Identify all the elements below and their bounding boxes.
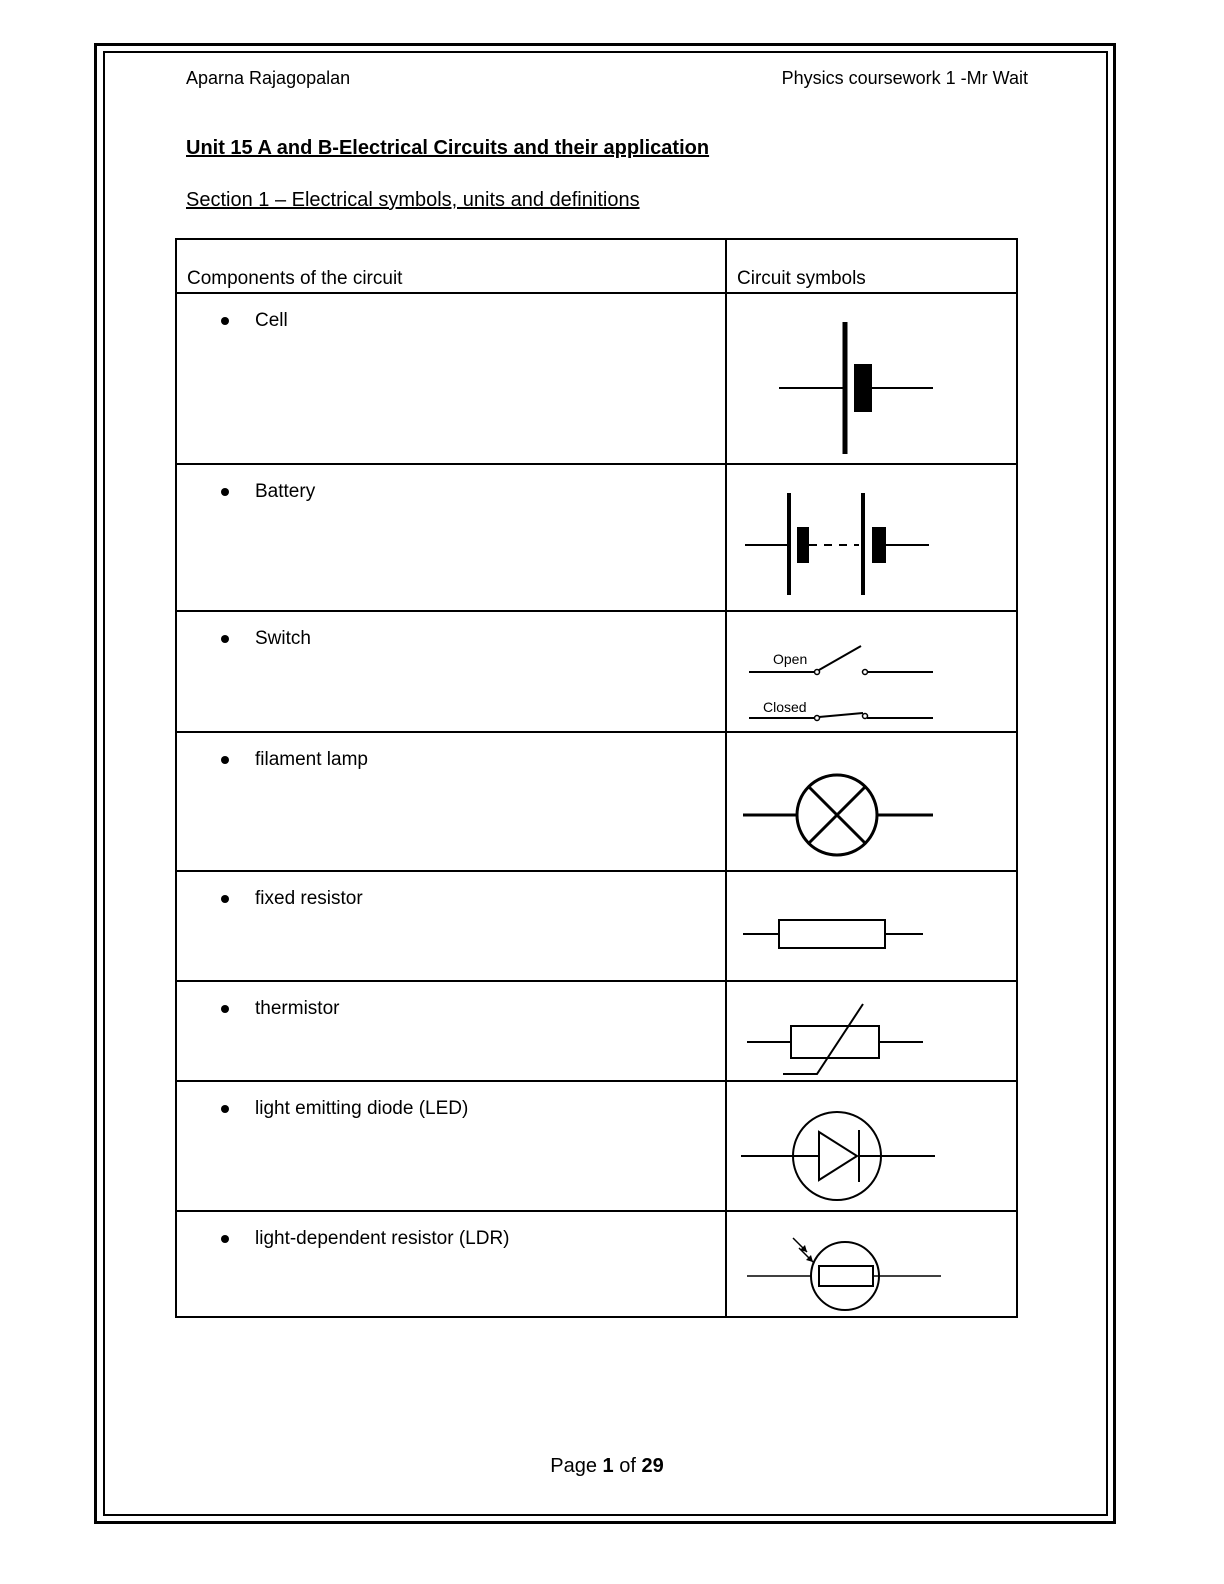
resistor-symbol [727,872,1015,978]
table-row [176,981,1017,1081]
page-word: Page [550,1455,597,1477]
switch-symbol [727,612,1015,730]
component-label: filament lamp [255,749,368,770]
component-label: Switch [255,628,311,649]
component-label: Cell [255,310,288,331]
component-label: light-dependent resistor (LDR) [255,1228,510,1249]
table-row [176,871,1017,981]
bullet-icon [221,317,229,325]
bullet-icon [221,488,229,496]
header-author: Aparna Rajagopalan [186,68,351,88]
page-total: 29 [641,1455,664,1477]
component-label: Battery [255,481,316,502]
component-label: light emitting diode (LED) [255,1098,469,1119]
components-table [175,238,1018,1318]
bullet-icon [221,895,229,903]
bullet-icon [221,1235,229,1243]
switch-open-label: Open [773,651,808,667]
table-row [176,1081,1017,1211]
switch-closed-label: Closed [763,699,807,715]
of-word: of [619,1455,636,1477]
cell-symbol [727,294,1015,462]
bullet-icon [221,635,229,643]
battery-symbol [727,465,1015,609]
component-label: thermistor [255,998,340,1019]
ldr-symbol [727,1212,1015,1315]
header-symbols: Circuit symbols [726,239,1017,293]
header-components: Components of the circuit [176,239,726,293]
table-row [176,1211,1017,1317]
bullet-icon [221,756,229,764]
lamp-symbol [727,733,1015,869]
section-heading: Section 1 – Electrical symbols, units and definitions [186,189,640,211]
document-title: Unit 15 A and B-Electrical Circuits and their application [186,137,710,159]
thermistor-symbol [727,982,1015,1080]
header-course: Physics coursework 1 -Mr Wait [781,68,1028,88]
bullet-icon [221,1005,229,1013]
table-row [176,732,1017,871]
page-number [0,1455,1214,1478]
table-header-row [176,239,1017,293]
bullet-icon [221,1105,229,1113]
table-row [176,293,1017,464]
table-row [176,611,1017,732]
page-current: 1 [602,1455,614,1477]
table-row [176,464,1017,611]
component-label: fixed resistor [255,888,363,909]
led-symbol [727,1082,1015,1209]
